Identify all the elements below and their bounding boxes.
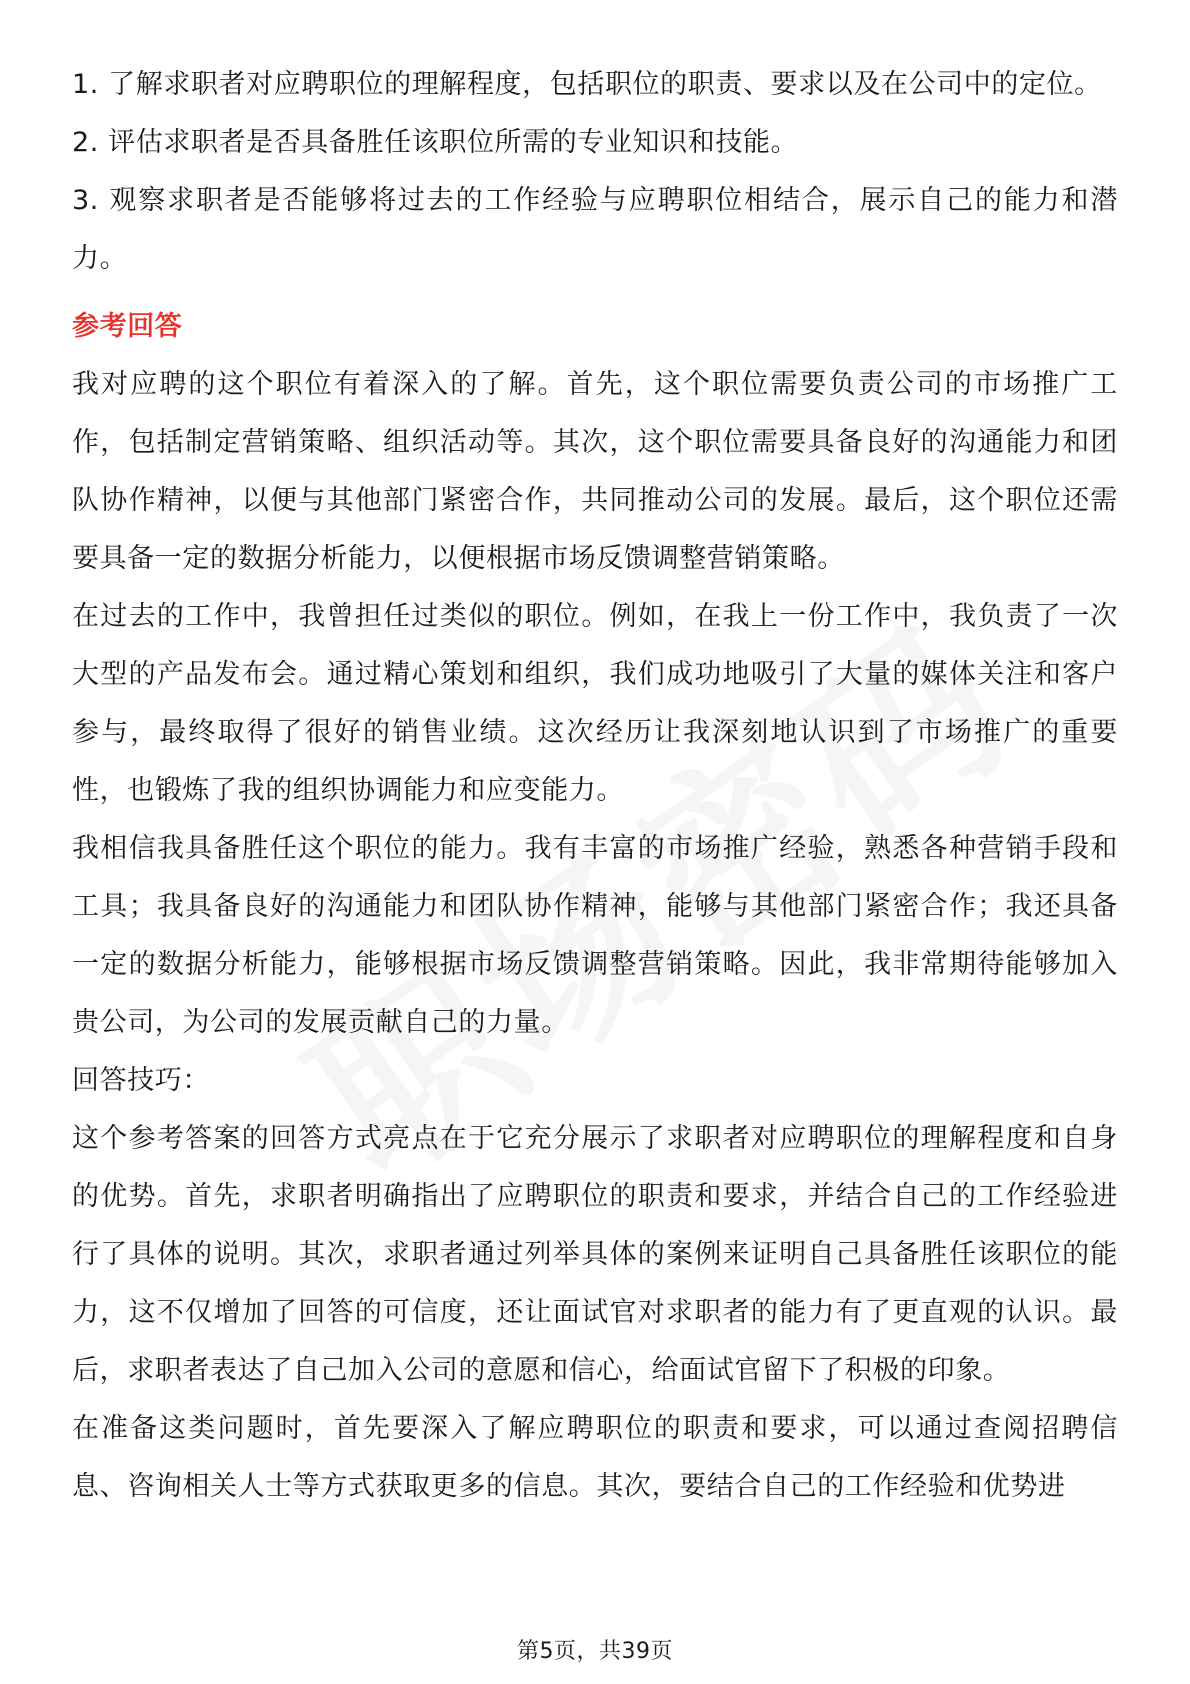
answer-heading: 参考回答 [72, 311, 183, 342]
tips-paragraph-1: 这个参考答案的回答方式亮点在于它充分展示了求职者对应聘职位的理解程度和自身的优势。首先，求职者明确指出了应聘职位的职责和要求，并结合自己的工作经验进行了具体的说明。其次，求职者通过列举具体的案例来证明自己具备胜任该职位的能力，这不仅增加了回答的可信度，还让面试官对求职者的能力有了更直观的认识。最后，求职者表达了自己加入公司的意愿和信心，给面试官留下了积极的印象。 [72, 1123, 1118, 1386]
intro-point-3: 3. 观察求职者是否能够将过去的工作经验与应聘职位相结合，展示自己的能力和潜力。 [72, 185, 1118, 274]
intro-point-1: 1. 了解求职者对应聘职位的理解程度，包括职位的职责、要求以及在公司中的定位。 [72, 69, 1102, 100]
answer-paragraph-1: 我对应聘的这个职位有着深入的了解。首先，这个职位需要负责公司的市场推广工作，包括制定营销策略、组织活动等。其次，这个职位需要具备良好的沟通能力和团队协作精神，以便与其他部门紧密合作，共同推动公司的发展。最后，这个职位还需要具备一定的数据分析能力，以便根据市场反馈调整营销策略。 [72, 369, 1118, 574]
page-number: 第5页，共39页 [517, 1639, 673, 1664]
intro-point-2: 2. 评估求职者是否具备胜任该职位所需的专业知识和技能。 [72, 127, 799, 158]
tips-label: 回答技巧： [72, 1065, 210, 1096]
document-body [72, 56, 1118, 1516]
tips-paragraph-2: 在准备这类问题时，首先要深入了解应聘职位的职责和要求，可以通过查阅招聘信息、咨询相关人士等方式获取更多的信息。其次，要结合自己的工作经验和优势进 [72, 1413, 1118, 1502]
answer-paragraph-2: 在过去的工作中，我曾担任过类似的职位。例如，在我上一份工作中，我负责了一次大型的产品发布会。通过精心策划和组织，我们成功地吸引了大量的媒体关注和客户参与，最终取得了很好的销售业绩。这次经历让我深刻地认识到了市场推广的重要性，也锻炼了我的组织协调能力和应变能力。 [72, 601, 1118, 806]
answer-paragraph-3: 我相信我具备胜任这个职位的能力。我有丰富的市场推广经验，熟悉各种营销手段和工具；我具备良好的沟通能力和团队协作精神，能够与其他部门紧密合作；我还具备一定的数据分析能力，能够根据市场反馈调整营销策略。因此，我非常期待能够加入贵公司，为公司的发展贡献自己的力量。 [72, 833, 1118, 1038]
